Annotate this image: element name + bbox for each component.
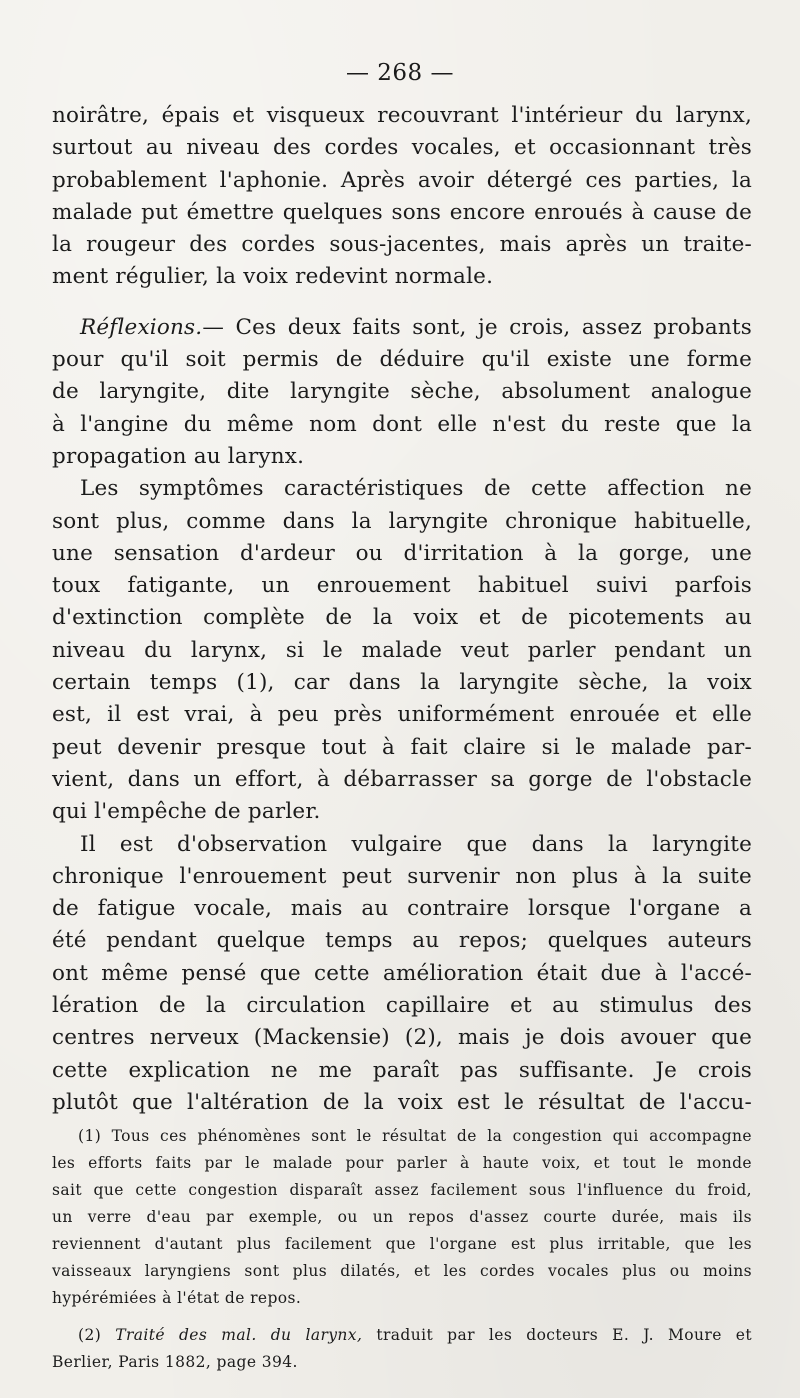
- text-line: cette explication ne me paraît pas suffisante. Je crois: [52, 1057, 752, 1083]
- text-line: peut devenir presque tout à fait claire si le malade par-: [52, 734, 752, 760]
- footnote-line: hypérémiées à l'état de repos.: [52, 1289, 302, 1307]
- footnote-line: [52, 1322, 752, 1349]
- text-line: plutôt que l'altération de la voix est le résultat de l'accu-: [52, 1089, 752, 1115]
- text-line: d'extinction complète de la voix et de picotements au: [52, 605, 752, 631]
- paragraph: [52, 829, 752, 1120]
- footnote-line: sait que cette congestion disparaît assez facilement sous l'influence du froid,: [52, 1181, 752, 1199]
- text-line: ment régulier, la voix redevint normale.: [52, 264, 494, 290]
- footnotes: [52, 1123, 752, 1376]
- text-segment: traduit par les docteurs E. J. Moure et: [362, 1326, 753, 1344]
- footnote-line: (1) Tous ces phénomènes sont le résultat de la congestion qui accompagne: [78, 1127, 752, 1145]
- text-line: surtout au niveau des cordes vocales, et occasionnant très: [52, 135, 752, 161]
- footnote-line: reviennent d'autant plus facilement que l'organe est plus irritable, que les: [52, 1235, 752, 1253]
- text-line: qui l'empêche de parler.: [52, 799, 321, 825]
- text-line: été pendant quelque temps au repos; quelques auteurs: [52, 928, 752, 954]
- text-line: pour qu'il soit permis de déduire qu'il existe une forme: [52, 347, 752, 373]
- footnote-line: un verre d'eau par exemple, ou un repos d'assez courte durée, mais ils: [52, 1208, 752, 1226]
- text-line: à l'angine du même nom dont elle n'est du reste que la: [52, 411, 752, 437]
- page-number: — 268 —: [345, 60, 455, 86]
- footnote: [52, 1322, 752, 1376]
- text-line: de laryngite, dite laryngite sèche, absolument analogue: [52, 379, 752, 405]
- text-line: une sensation d'ardeur ou d'irritation à la gorge, une: [52, 540, 752, 566]
- text-line: de fatigue vocale, mais au contraire lorsque l'organe a: [52, 896, 752, 922]
- paragraph: [52, 100, 752, 294]
- text-line: centres nerveux (Mackensie) (2), mais je dois avouer que: [52, 1025, 752, 1051]
- text-line: [52, 312, 752, 344]
- text-line: est, il est vrai, à peu près uniformément enrouée et elle: [52, 702, 752, 728]
- paragraph: [52, 473, 752, 828]
- text-line: toux fatigante, un enrouement habituel suivi parfois: [52, 573, 752, 599]
- section-lead: Réflexions.: [80, 314, 203, 340]
- text-line: la rougeur des cordes sous-jacentes, mais après un traite-: [52, 232, 752, 258]
- text-line: malade put émettre quelques sons encore enroués à cause de: [52, 199, 752, 225]
- body-text: [52, 100, 752, 1119]
- text-line: certain temps (1), car dans la laryngite sèche, la voix: [52, 670, 752, 696]
- text-line: Les symptômes caractéristiques de cette affection ne: [80, 476, 752, 502]
- footnote: [52, 1123, 752, 1312]
- text-line: chronique l'enrouement peut survenir non plus à la suite: [52, 863, 752, 889]
- text-line: propagation au larynx.: [52, 443, 305, 469]
- text-line: niveau du larynx, si le malade veut parler pendant un: [52, 637, 752, 663]
- text-line: Il est d'observation vulgaire que dans la laryngite: [80, 831, 752, 857]
- footnote-line: les efforts faits par le malade pour parler à haute voix, et tout le monde: [52, 1154, 752, 1172]
- footnote-marker: (2): [78, 1326, 116, 1344]
- footnote-line: vaisseaux laryngiens sont plus dilatés, et les cordes vocales plus ou moins: [52, 1262, 752, 1280]
- text-line: vient, dans un effort, à débarrasser sa gorge de l'obstacle: [52, 766, 752, 792]
- text-line: lération de la circulation capillaire et au stimulus des: [52, 993, 752, 1019]
- paragraph: [52, 312, 752, 473]
- text-line: ont même pensé que cette amélioration était due à l'accé-: [52, 960, 752, 986]
- cited-title: Traité des mal. du larynx,: [115, 1326, 363, 1344]
- text-line: probablement l'aphonie. Après avoir détergé ces parties, la: [52, 167, 752, 193]
- text-line: noirâtre, épais et visqueux recouvrant l'intérieur du larynx,: [52, 103, 752, 128]
- text-segment: — Ces deux faits sont, je crois, assez probants: [202, 314, 752, 340]
- text-line: sont plus, comme dans la laryngite chronique habituelle,: [52, 508, 752, 534]
- footnote-line: Berlier, Paris 1882, page 394.: [52, 1353, 298, 1371]
